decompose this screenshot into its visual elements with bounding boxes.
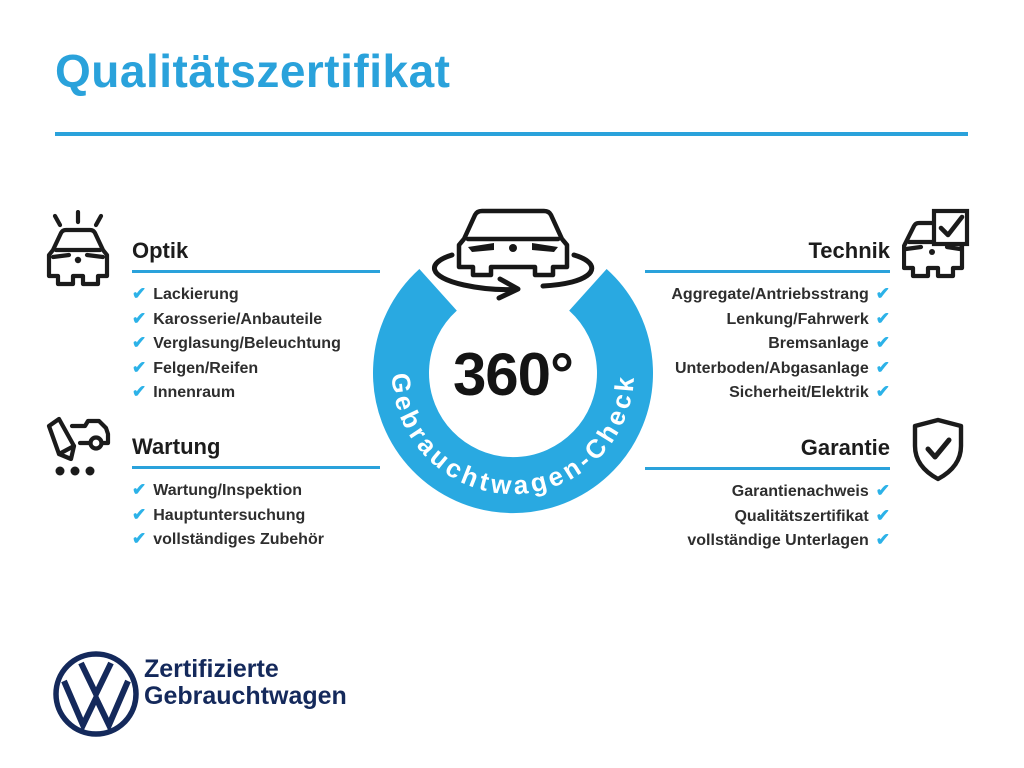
check-icon: ✔ <box>875 284 890 304</box>
check-icon: ✔ <box>875 333 890 353</box>
checklist-item <box>132 357 380 378</box>
rotating-car-icon <box>434 211 591 298</box>
page-title: Qualitätszertifikat <box>55 45 451 97</box>
section-technik <box>645 237 890 402</box>
badge-ring-label: Gebrauchtwagen-Check <box>385 371 641 501</box>
check-icon: ✔ <box>875 505 890 525</box>
footer-claim-line2: Gebrauchtwagen <box>144 682 347 710</box>
section-title: Optik <box>132 238 189 263</box>
checklist-item-label: Felgen/Reifen <box>153 359 259 377</box>
car-checkbox-icon <box>902 208 974 286</box>
check-icon: ✔ <box>875 481 890 501</box>
checklist-item-label: Hauptuntersuchung <box>153 506 306 524</box>
checklist-item-label: Aggregate/Antriebsstrang <box>671 286 869 303</box>
check-icon: ✔ <box>132 308 147 328</box>
section-title: Technik <box>808 238 890 263</box>
check-icon: ✔ <box>132 382 147 402</box>
title-divider <box>55 132 968 136</box>
check-icon: ✔ <box>132 284 147 304</box>
footer-claim-line1: Zertifizierte <box>144 655 279 683</box>
check-icon: ✔ <box>875 382 890 402</box>
checklist-item <box>132 531 380 549</box>
checklist-item-label: Verglasung/Beleuchtung <box>153 335 341 352</box>
section-garantie <box>645 434 890 550</box>
checklist-item <box>674 357 890 378</box>
section-underline <box>132 466 380 469</box>
check-icon: ✔ <box>132 357 147 377</box>
section-underline <box>132 270 380 273</box>
checklist-item <box>132 384 380 402</box>
checklist <box>132 286 380 402</box>
checklist-item <box>726 308 891 329</box>
checklist-item-label: Unterboden/Abgasanlage <box>674 359 869 377</box>
check-icon: ✔ <box>132 480 147 500</box>
checklist-item-label: Lenkung/Fahrwerk <box>726 310 869 328</box>
checklist-item <box>687 532 890 550</box>
checklist-item <box>671 286 890 304</box>
checklist <box>645 286 890 402</box>
checklist-item <box>768 335 890 353</box>
footer-claim <box>144 656 347 710</box>
checklist-item <box>132 308 380 329</box>
checklist-item-label: Innenraum <box>153 384 236 401</box>
checklist-item-label: Garantienachweis <box>731 483 869 500</box>
checklist <box>132 482 380 549</box>
section-wartung <box>132 433 380 549</box>
checklist-item <box>132 335 380 353</box>
checklist-item <box>734 505 890 526</box>
checklist-item-label: Qualitätszertifikat <box>734 507 869 525</box>
checklist <box>645 483 890 550</box>
checklist-item-label: Wartung/Inspektion <box>153 482 302 499</box>
section-title: Wartung <box>132 434 221 459</box>
badge-360-check <box>368 195 658 520</box>
section-optik <box>132 237 380 402</box>
check-icon: ✔ <box>875 308 890 328</box>
checklist-item-label: vollständige Unterlagen <box>687 532 869 549</box>
badge-degrees-label: 360° <box>452 341 574 408</box>
check-icon: ✔ <box>132 529 147 549</box>
checklist-item <box>132 482 380 500</box>
checklist-item-label: Sicherheit/Elektrik <box>729 384 869 401</box>
service-pencil-car-icon <box>42 414 114 480</box>
checklist-item <box>729 384 890 402</box>
checklist-item-label: Karosserie/Anbauteile <box>153 310 323 328</box>
car-shine-icon <box>44 210 112 296</box>
shield-check-icon <box>906 415 970 485</box>
checklist-item <box>132 286 380 304</box>
section-title: Garantie <box>800 435 890 460</box>
checklist-item-label: Lackierung <box>153 286 239 303</box>
checklist-item-label: vollständiges Zubehör <box>153 531 324 548</box>
check-icon: ✔ <box>132 504 147 524</box>
checklist-item <box>132 504 380 525</box>
checklist-item-label: Bremsanlage <box>768 335 869 352</box>
check-icon: ✔ <box>875 357 890 377</box>
checklist-item <box>732 483 890 501</box>
vw-logo <box>50 648 142 740</box>
check-icon: ✔ <box>132 333 147 353</box>
section-underline <box>645 270 890 273</box>
section-underline <box>645 467 890 470</box>
check-icon: ✔ <box>875 530 890 550</box>
